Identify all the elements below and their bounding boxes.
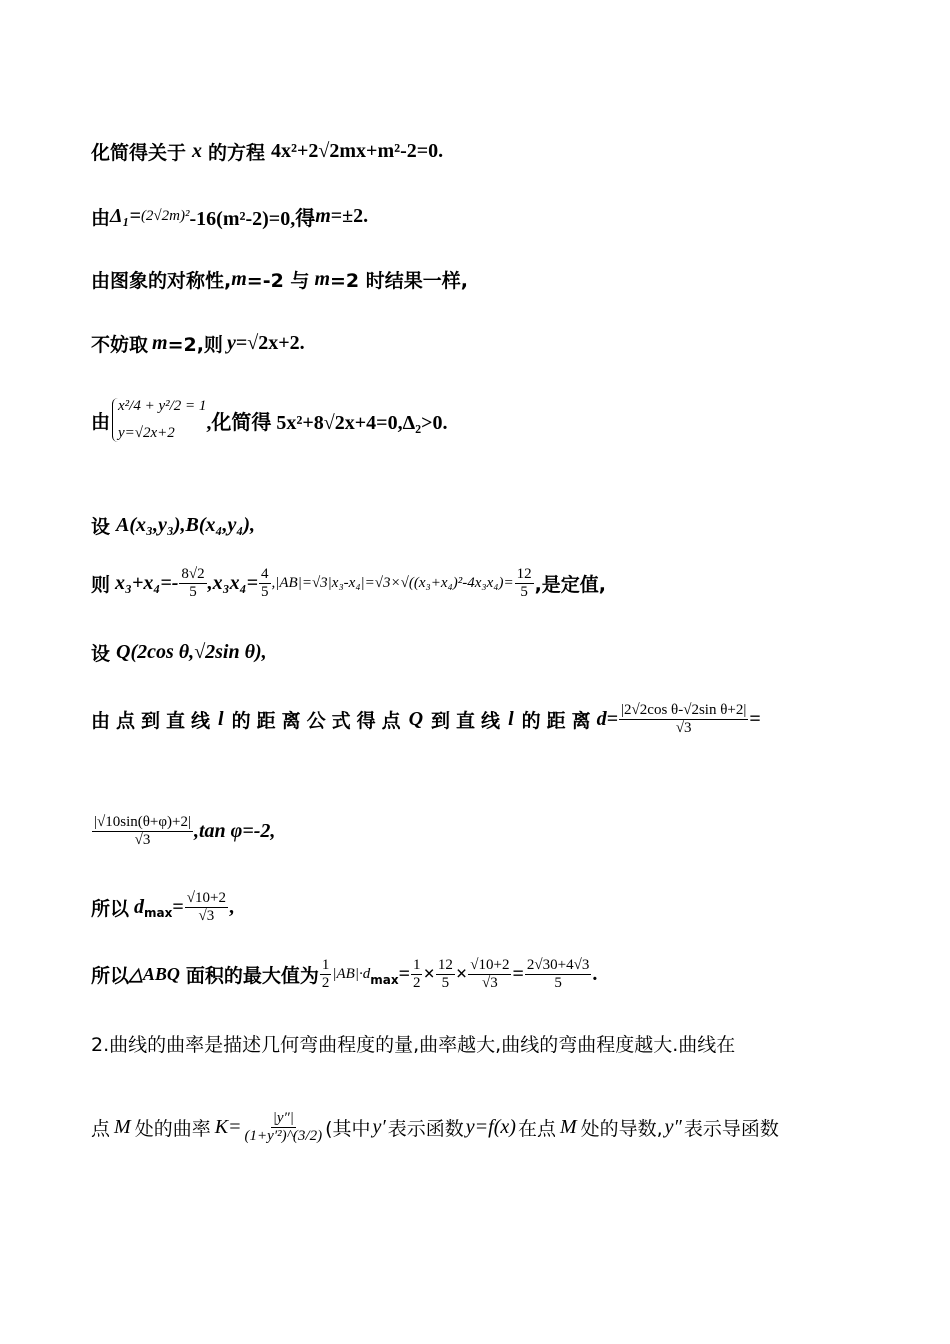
- text: 处的导数,: [580, 1117, 663, 1140]
- equation: -16(m²-2)=0,得: [189, 208, 316, 230]
- text: =-2 与: [246, 270, 310, 292]
- text: 在点: [517, 1117, 556, 1140]
- times: ×: [423, 962, 435, 985]
- result: =±2.: [330, 205, 369, 227]
- text: 点: [91, 1117, 111, 1140]
- text: 设: [91, 516, 111, 538]
- line-6: [91, 512, 255, 539]
- text: ,化简得 5x²+8√2x+4=0,Δ₂>0.: [206, 411, 448, 434]
- text: 表示函数: [387, 1117, 464, 1140]
- text: =2,则: [167, 334, 223, 356]
- text: 表示导函数: [683, 1117, 779, 1140]
- fraction: $\frac{4}{5}$: [261, 566, 269, 600]
- line-3: [91, 266, 468, 293]
- equals: =: [512, 962, 524, 985]
- subscript-max: max: [370, 973, 399, 987]
- line-5: [91, 398, 448, 442]
- fraction: $\frac{12}{5}$: [437, 957, 453, 991]
- var-d: d=: [596, 707, 619, 730]
- line-12: [91, 957, 597, 991]
- var-y-prime: y′: [372, 1115, 386, 1138]
- fraction: $\frac{\text{|2√2cos θ-√2sin θ+2|}}{√3}$: [621, 702, 747, 736]
- fraction: $\frac{|y''|}{\text{(1+y′²)\textasciicircum{}(3/2)}}$: [244, 1110, 323, 1144]
- point-q: Q(2cos θ,√2sin θ),: [116, 641, 267, 663]
- tan-expr: ,tan φ=-2,: [194, 819, 276, 842]
- points: A(x₃,y₃),B(x₄,y₄),: [116, 514, 255, 536]
- equals: =: [172, 895, 184, 918]
- var-y: y: [226, 332, 236, 354]
- var-q: Q: [408, 707, 424, 730]
- var-l: l: [218, 707, 224, 730]
- fraction: $\frac{2√30+4√3}{5}$: [526, 957, 590, 991]
- line-14: [91, 1110, 779, 1144]
- var-m: M: [114, 1115, 131, 1138]
- fraction: $\frac{|√10\sin(\theta+\varphi)+2|}{√3}$: [94, 814, 191, 848]
- line-8: [91, 639, 267, 666]
- text: 的距离公式得点: [231, 709, 407, 732]
- text: =2 时结果一样,: [330, 270, 468, 292]
- var-d: d: [134, 895, 145, 918]
- text: 处的曲率: [134, 1117, 211, 1140]
- fraction: $\frac{√10+2}{√3}$: [470, 957, 510, 991]
- line-7: [91, 566, 606, 600]
- text: 2.曲线的曲率是描述几何弯曲程度的量,曲率越大,曲线的弯曲程度越大.曲线在: [91, 1034, 736, 1056]
- product-expr: ,x₃x₄=: [207, 571, 258, 594]
- text: 由图象的对称性,: [91, 270, 232, 292]
- text: 面积的最大值为: [185, 964, 319, 987]
- line-1: [91, 138, 443, 165]
- triangle-abq: △ABQ: [129, 963, 180, 984]
- fraction: $\frac{1}{2}$: [321, 957, 330, 991]
- line-11: [91, 890, 234, 924]
- ab-length-expr: ,|AB|=√3|x₃-x₄|=√3×√((x₃+x₄)²-4x₃x₄)=: [271, 574, 514, 591]
- line-13: [91, 1030, 735, 1057]
- fraction: $\frac{1}{2}$: [412, 957, 421, 991]
- var-x: x: [192, 140, 203, 162]
- subscript-max: max: [144, 906, 173, 920]
- equals: =: [749, 707, 761, 730]
- text: 所以: [91, 897, 130, 920]
- text: 设: [91, 643, 111, 665]
- system-eq-1: x²/4 + y²/2 = 1: [118, 398, 207, 414]
- text: 不妨取: [91, 334, 149, 356]
- line-9: [91, 702, 761, 736]
- var-y-double-prime: y″: [664, 1115, 682, 1138]
- fraction: $\frac{12}{5}$: [516, 566, 532, 600]
- times: ×: [455, 962, 468, 985]
- text: 化简得关于: [91, 142, 187, 164]
- text: 所以: [91, 964, 130, 987]
- var-m: m: [314, 268, 330, 290]
- ab-d-expr: |AB|·d: [332, 965, 371, 982]
- var-m: M: [559, 1115, 577, 1138]
- sum-expr: x₃+x₄=-: [115, 571, 179, 594]
- var-m: m: [231, 268, 247, 290]
- fraction: $\frac{√10+2}{√3}$: [186, 890, 226, 924]
- var-l: l: [508, 707, 514, 730]
- text: 由: [91, 207, 111, 229]
- equation: =√2x+2.: [235, 332, 305, 354]
- period: .: [592, 962, 598, 985]
- text: 则: [91, 573, 111, 596]
- var-m: m: [315, 205, 331, 227]
- system-eq-2: y=√2x+2: [118, 425, 175, 441]
- fraction: $\frac{8√2}{5}$: [181, 566, 205, 600]
- delta-1: Δ₁=: [110, 205, 141, 227]
- var-m: m: [152, 332, 168, 354]
- expr: (2√2m)²: [140, 208, 190, 224]
- text: ,是定值,: [534, 573, 607, 596]
- line-4: [91, 330, 305, 357]
- equation: 4x²+2√2mx+m²-2=0.: [271, 140, 444, 162]
- text: 由点到直线: [91, 709, 217, 732]
- comma: ,: [228, 895, 234, 918]
- function-expr: y=f(x): [465, 1115, 516, 1138]
- text: 由: [91, 410, 111, 433]
- text: 到直线: [431, 709, 507, 732]
- text: 的方程: [208, 142, 266, 164]
- equals: =: [398, 962, 410, 985]
- line-2: [91, 202, 368, 231]
- text: (其中: [325, 1117, 371, 1140]
- line-10: [91, 814, 275, 848]
- text: 的距离: [521, 709, 597, 732]
- equation-system: [112, 398, 206, 442]
- var-k: K=: [214, 1115, 242, 1138]
